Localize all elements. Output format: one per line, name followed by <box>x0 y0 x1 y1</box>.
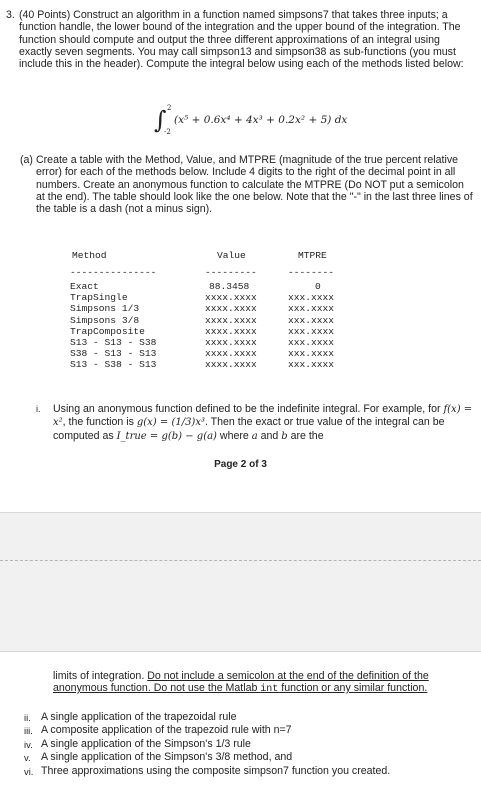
cell-mtpre: xxx.xxxx <box>288 292 335 304</box>
cell-method: TrapSingle <box>70 292 128 304</box>
separator-method: --------------- <box>70 267 157 278</box>
integral-sign: ∫ <box>154 106 167 134</box>
list-item-text: Three approximations using the composite simpson7 function you created. <box>41 764 391 777</box>
list-item <box>24 738 474 751</box>
list-item <box>24 711 474 724</box>
cell-method: Simpsons 1/3 <box>70 303 140 315</box>
header-value: Value <box>217 250 246 261</box>
cell-method: Exact <box>70 281 99 292</box>
list-marker: v. <box>24 752 31 764</box>
page-number: Page 2 of 3 <box>214 459 267 470</box>
cell-method: S13 - S13 - S38 <box>70 336 157 348</box>
list-item-text: A single application of the trapezoidal rule <box>41 711 237 723</box>
math-i-true: I_true = g(b) − g(a) <box>116 430 217 442</box>
list-item-text: A single application of the Simpson's 3/8 method, and <box>41 751 293 764</box>
item-i-text-3: . Then the exact or true value of the integral can be computed as <box>53 416 445 442</box>
page-break-divider <box>0 560 481 561</box>
item-i-continuation <box>53 670 473 696</box>
list-item <box>24 765 474 778</box>
page-break-gap <box>0 512 481 652</box>
cell-mtpre: xxx.xxxx <box>288 325 335 337</box>
continuation-text: limits of integration. <box>53 670 148 682</box>
question-3 <box>6 9 474 70</box>
integral-equation <box>154 104 414 136</box>
list-marker: iv. <box>24 738 33 750</box>
cell-value: xxxx.xxxx <box>205 325 257 337</box>
cell-value: 88.3458 <box>209 281 250 292</box>
item-i-text-5: and <box>257 429 282 442</box>
list-marker: vi. <box>24 765 34 777</box>
page-3-top <box>0 652 481 788</box>
integral-upper-bound: 2 <box>167 104 172 112</box>
separator-mtpre: -------- <box>288 267 335 278</box>
header-method: Method <box>72 250 107 261</box>
cell-method: S38 - S13 - S13 <box>70 348 157 360</box>
item-i-text-6: are the <box>287 429 324 442</box>
continuation-code-int: int <box>260 684 279 695</box>
integral-lower-bound: -2 <box>164 128 171 136</box>
cell-mtpre: xxx.xxxx <box>288 348 335 360</box>
list-marker: iii. <box>24 725 33 737</box>
integrand-expression: (x⁵ + 0.6x⁴ + 4x³ + 0.2x² + 5) dx <box>174 114 348 126</box>
list-item-text: A composite application of the trapezoid rule with n=7 <box>41 724 292 737</box>
continuation-underlined-2: function or any similar function. <box>278 682 428 694</box>
cell-mtpre: 0 <box>315 281 321 292</box>
question-number: 3. <box>6 9 15 21</box>
separator-value: --------- <box>205 267 257 278</box>
list-item <box>24 724 474 737</box>
part-a-label: (a) <box>20 154 33 166</box>
cell-mtpre: xxx.xxxx <box>288 359 335 371</box>
part-a-text: Create a table with the Method, Value, and MTPRE (magnitude of the true percent relative error) for each of the methods below. Include 4 digits to the right of the decimal point in all numbers. Create an anonymous function to calculate the MTPRE (Do NOT put a semicolon at the end). The table should look like the one below. Note that the "-" in the last three lines of the table is a dash (not a minus sign). <box>36 154 473 216</box>
list-item <box>24 751 474 764</box>
list-item-text: A single application of the Simpson's 1/3 rule <box>41 737 251 750</box>
math-a: a <box>251 430 258 442</box>
header-mtpre: MTPRE <box>298 250 327 261</box>
item-i-text-4: where <box>216 429 252 442</box>
cell-value: xxxx.xxxx <box>205 314 257 326</box>
cell-value: xxxx.xxxx <box>205 303 257 315</box>
item-i-marker: i. <box>36 404 41 414</box>
item-i-text-1: Using an anonymous function defined to be the indefinite integral. For example, for <box>53 403 444 415</box>
cell-method: Simpsons 3/8 <box>70 314 140 326</box>
list-marker: ii. <box>24 712 31 723</box>
method-list <box>24 711 474 778</box>
cell-value: xxxx.xxxx <box>205 292 257 304</box>
item-i-text-2: , the function is <box>62 416 137 429</box>
math-b: b <box>281 430 288 442</box>
cell-mtpre: xxx.xxxx <box>288 303 335 315</box>
cell-method: S13 - S38 - S13 <box>70 359 157 371</box>
math-f-of-x: f(x) = x² <box>53 404 473 429</box>
question-text: (40 Points) Construct an algorithm in a function named simpsons7 that takes three inputs; a function handle, the lower bound of the integration and the upper bound of the integration. The function should compute and output the three different approximations of an integral using exactly seven segments. You may call simpson13 and simpson38 as sub-functions (you must include this in the header). Compute the integral below using each of the methods listed below: <box>19 9 464 71</box>
cell-method: TrapComposite <box>70 325 145 337</box>
cell-value: xxxx.xxxx <box>205 348 257 360</box>
cell-mtpre: xxx.xxxx <box>288 336 335 348</box>
part-a <box>20 154 475 215</box>
cell-value: xxxx.xxxx <box>205 359 257 371</box>
cell-value: xxxx.xxxx <box>205 336 257 348</box>
item-i-text <box>53 403 476 443</box>
math-g-of-x: g(x) = (1/3)x³ <box>136 417 205 429</box>
cell-mtpre: xxx.xxxx <box>288 314 335 326</box>
item-i <box>36 403 476 443</box>
continuation-underlined-1: Do not include a semicolon at the end of the definition of the anonymous function. Do not use the Matlab <box>53 670 429 694</box>
